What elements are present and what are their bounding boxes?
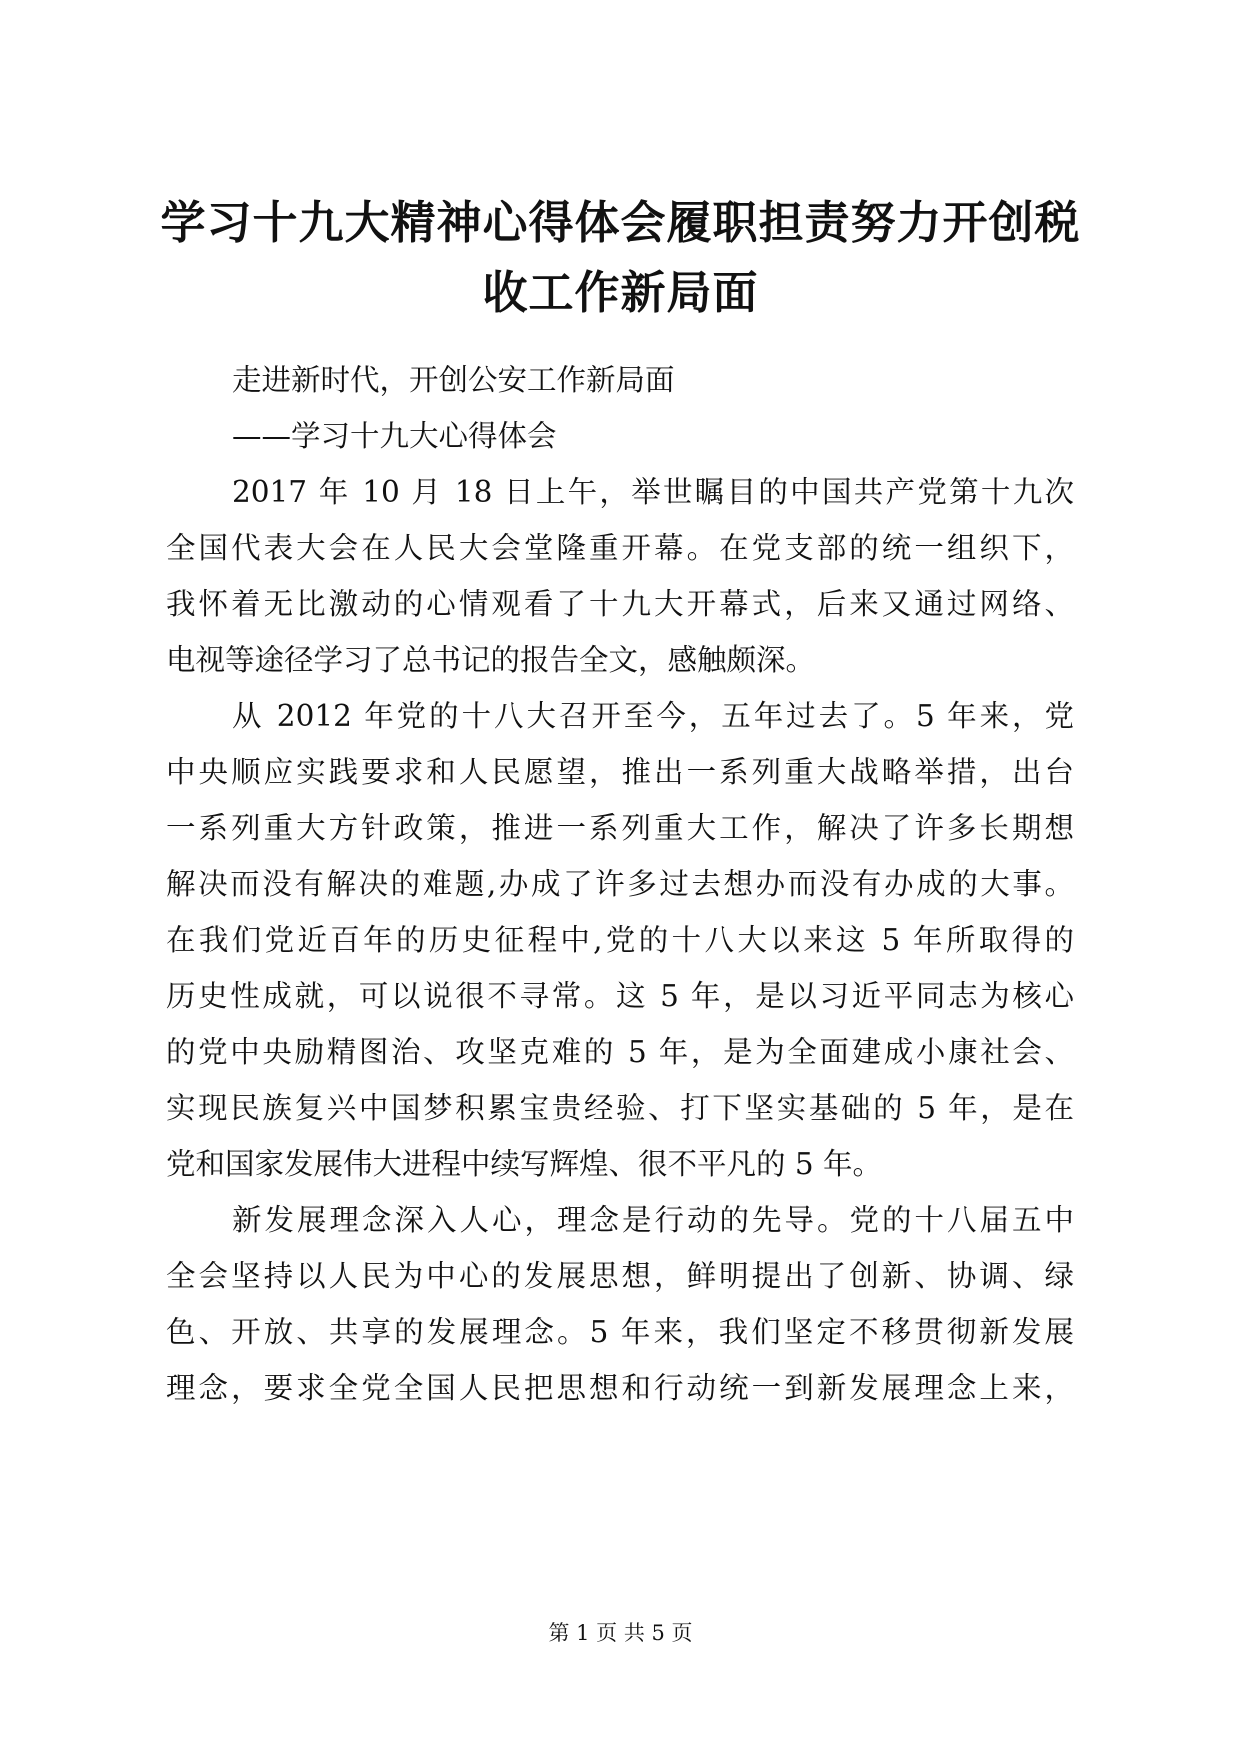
paragraph-line: 一系列重大方针政策，推进一系列重大工作，解决了许多长期想 (166, 811, 1074, 845)
paragraph-line: 我怀着无比激动的心情观看了十九大开幕式，后来又通过网络、 (166, 587, 1074, 621)
page-footer: 第 1 页 共 5 页 (548, 1621, 693, 1645)
paragraph-line: 解决而没有解决的难题,办成了许多过去想办而没有办成的大事。 (166, 867, 1074, 901)
paragraph-line: 新发展理念深入人心，理念是行动的先导。党的十八届五中 (232, 1203, 1074, 1237)
paragraph-line: 理念，要求全党全国人民把思想和行动统一到新发展理念上来， (166, 1371, 1074, 1405)
paragraph-line: 色、开放、共享的发展理念。5 年来，我们坚定不移贯彻新发展 (166, 1315, 1074, 1349)
paragraph (166, 464, 1074, 688)
paragraph-line: 电视等途径学习了总书记的报告全文，感触颇深。 (166, 643, 816, 677)
paragraph-line: 在我们党近百年的历史征程中,党的十八大以来这 5 年所取得的 (166, 923, 1074, 957)
paragraph-line: 全国代表大会在人民大会堂隆重开幕。在党支部的统一组织下， (166, 531, 1074, 565)
paragraph (166, 1192, 1074, 1416)
paragraph-line: 党和国家发展伟大进程中续写辉煌、很不平凡的 5 年。 (166, 1147, 883, 1181)
title-line: 学习十九大精神心得体会履职担责努力开创税 (160, 196, 1081, 249)
paragraph-line: 2017 年 10 月 18 日上午，举世瞩目的中国共产党第十九次 (232, 475, 1074, 509)
paragraph-line: 中央顺应实践要求和人民愿望，推出一系列重大战略举措，出台 (166, 755, 1074, 789)
document-title (150, 188, 1091, 328)
paragraph-line: 实现民族复兴中国梦积累宝贵经验、打下坚实基础的 5 年，是在 (166, 1091, 1074, 1125)
section-heading: 走进新时代，开创公安工作新局面 (232, 363, 675, 397)
paragraph-line: 的党中央励精图治、攻坚克难的 5 年，是为全面建成小康社会、 (166, 1035, 1074, 1069)
section-subheading: ——学习十九大心得体会 (232, 419, 557, 453)
paragraph-line: 全会坚持以人民为中心的发展思想，鲜明提出了创新、协调、绿 (166, 1259, 1074, 1293)
paragraph-line: 从 2012 年党的十八大召开至今，五年过去了。5 年来，党 (232, 699, 1074, 733)
title-line: 收工作新局面 (482, 266, 759, 319)
paragraph-line: 历史性成就，可以说很不寻常。这 5 年，是以习近平同志为核心 (166, 979, 1074, 1013)
paragraph (166, 688, 1074, 1192)
document-body (166, 352, 1074, 1416)
